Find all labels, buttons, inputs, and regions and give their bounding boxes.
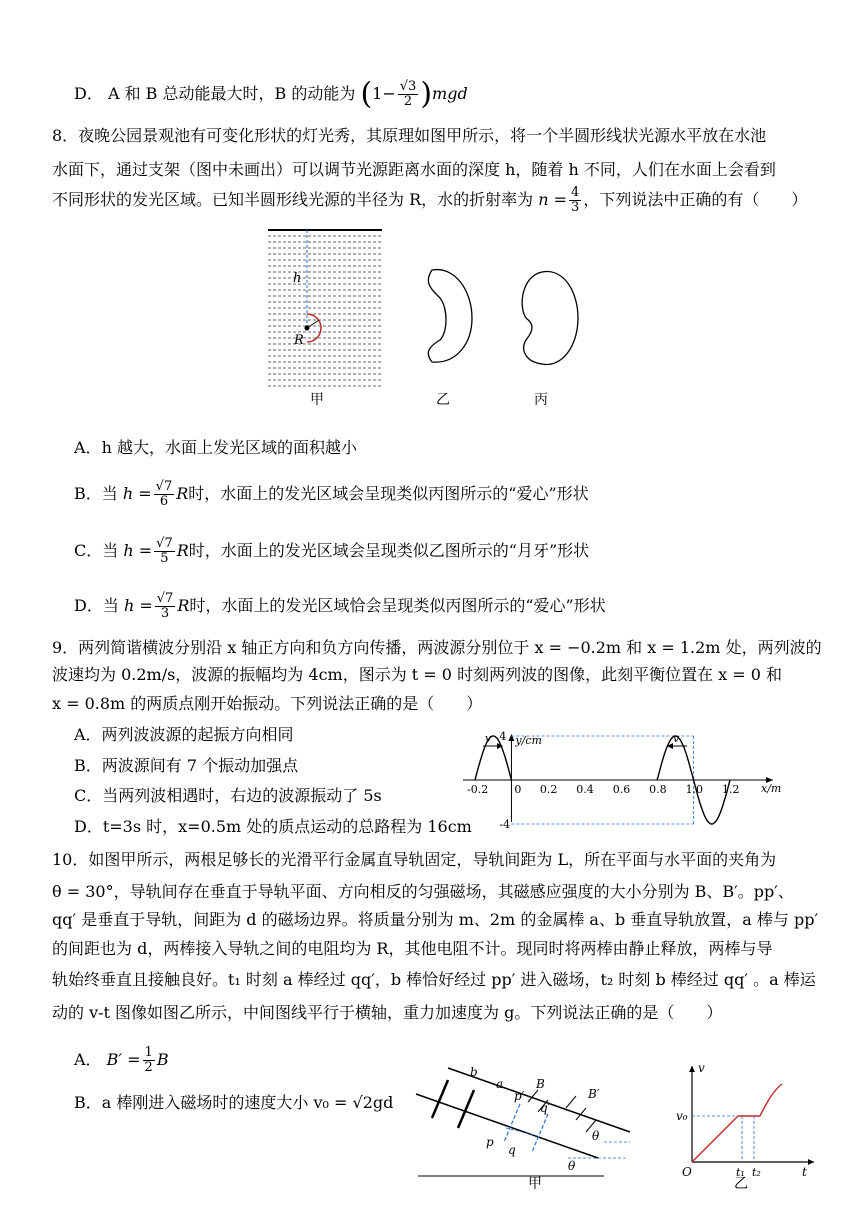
label-t2: t₂: [752, 1166, 761, 1178]
q8-d-r: R: [177, 596, 190, 615]
label-v0: v₀: [676, 1109, 688, 1123]
q9-option-d: D．t=3s 时，x=0.5m 处的质点运动的总路程为 16cm: [74, 817, 472, 836]
right-paren: ): [420, 76, 433, 112]
q10-rail-figure: [408, 1058, 648, 1188]
q9-option-b: B．两波源间有 7 个振动加强点: [74, 756, 299, 775]
x-tick-label: -0.2: [467, 783, 489, 796]
q7-d-unit: mgd: [432, 84, 468, 103]
left-paren: (: [360, 76, 373, 112]
q8-b-h: h =: [122, 484, 152, 503]
rod-b: [432, 1080, 448, 1118]
label-q-prime: q′: [540, 1101, 551, 1115]
q8-stem-line3: [52, 186, 807, 215]
q10-stem-line5: 轨始终垂直且接触良好。t₁ 时刻 a 棒经过 qq′，b 棒恰好经过 pp′ 进入磁场，t₂ 时刻 b 棒经过 qq′ 。a 棒运: [52, 970, 816, 989]
q10-a-fraction: [143, 1046, 155, 1075]
q10-option-b: B．a 棒刚进入磁场时的速度大小 v₀ = √2gd: [74, 1093, 394, 1112]
q8-c-fraction: [154, 537, 175, 566]
water-pool: [268, 230, 382, 386]
q8-b-r: R: [176, 484, 189, 503]
label-q: q: [508, 1143, 516, 1157]
q10-a-den: 2: [144, 1060, 153, 1075]
label-yi: 乙: [436, 392, 450, 408]
q10-stem-line3: qq′ 是垂直于导轨，间距为 d 的磁场边界。将质量分别为 m、2m 的金属棒 a、b 垂直导轨放置，a 棒与 pp′: [52, 910, 819, 929]
q8-d-fraction: [155, 592, 176, 621]
q8-option-c: [74, 537, 589, 566]
q10-stem-line2: θ = 30°，导轨间存在垂直于导轨平面、方向相反的匀强磁场，其磁感应强度的大小分别为 B、B′。pp′、: [52, 882, 794, 901]
x-tick-label: 0.8: [649, 783, 667, 796]
q10-vt-graph: [674, 1058, 824, 1178]
q8-stem-line2: 水面下，通过支架（图中未画出）可以调节光源距离水面的深度 h，随着 h 不同，人们在水面上会看到: [52, 160, 776, 179]
q7-option-d: [74, 76, 468, 112]
q10-fig-jia-label: 甲: [528, 1176, 542, 1192]
y-tick-label: 4: [499, 730, 507, 743]
q10-stem-line4: 的间距也为 d，两棒接入导轨之间的电阻均为 R，其他电阻不计。现同时将两棒由静止释放，两棒与导: [52, 939, 773, 958]
label-t1: t₁: [736, 1166, 745, 1178]
label-v-axis: v: [698, 1061, 705, 1075]
v-label-left: v: [485, 732, 492, 745]
q10-a-label: A．: [74, 1050, 102, 1069]
q8-n-fraction: [569, 186, 581, 215]
q8-c-label: C．: [74, 541, 103, 560]
q9-stem-line1: 9．两列简谐横波分别沿 x 轴正方向和负方向传播，两波源分别位于 x = −0.2m 和 x = 1.2m 处，两列波的: [52, 638, 822, 657]
label-B-prime: B′: [588, 1087, 600, 1101]
q7-d-den: 2: [403, 94, 413, 109]
h-label: h: [293, 271, 302, 286]
v-label-right: v: [673, 732, 680, 745]
q8-figure: [260, 222, 600, 412]
q9-stem-line2: 波速均为 0.2m/s，波源的振幅均为 4cm，图示为 t = 0 时刻两列波的图像，此刻平衡位置在 x = 0 和: [52, 665, 783, 684]
label-bing: 丙: [534, 392, 548, 408]
y-axis-label: y/cm: [515, 734, 542, 747]
q8-c-den: 5: [160, 551, 169, 566]
y-axis-arrow: [508, 734, 514, 741]
q8-c-text: 时，水面上的发光区域会呈现类似乙图所示的“月牙”形状: [188, 541, 590, 560]
q8-option-d: [74, 592, 606, 621]
q8-b-label: B．: [74, 484, 102, 503]
label-origin: O: [682, 1165, 692, 1178]
q8-d-pre: 当: [102, 596, 119, 615]
q8-d-text: 时，水面上的发光区域恰会呈现类似丙图所示的“爱心”形状: [189, 596, 606, 615]
q7-d-num: √3: [399, 79, 417, 94]
q8-c-h: h =: [123, 541, 153, 560]
q8-c-num: √7: [156, 536, 173, 551]
label-jia: 甲: [310, 392, 324, 408]
heart-shape: [522, 272, 578, 365]
q10-option-a: [74, 1046, 169, 1075]
q8-stem-line1: 8．夜晚公园景观池有可变化形状的灯光秀，其原理如图甲所示，将一个半圆形线状光源水平放在水池: [52, 126, 767, 145]
x-tick-label: 1.0: [685, 783, 704, 796]
q10-a-num: 1: [144, 1045, 153, 1060]
crescent-shape: [428, 270, 472, 363]
x-tick-label: 0.4: [576, 783, 594, 796]
q8-d-label: D．: [74, 596, 103, 615]
q8-option-a: [74, 438, 357, 458]
q9-option-a: A．两列波波源的起振方向相同: [74, 725, 294, 744]
vt-curve-segment: [760, 1084, 782, 1116]
q9-stem-line3: x = 0.8m 的两质点刚开始振动。下列说法正确的是（ ）: [52, 694, 483, 713]
q8-option-b: [74, 480, 589, 509]
label-p: p: [486, 1135, 494, 1149]
q7-d-label: D．: [74, 84, 103, 103]
x-tick-label: 0.6: [612, 783, 631, 796]
x-tick-label: 0: [514, 783, 522, 796]
r-label: R: [294, 333, 304, 348]
q10-a-pre: B′ =: [106, 1050, 141, 1069]
q10-a-post: B: [156, 1050, 169, 1069]
q8-c-pre: 当: [102, 541, 119, 560]
q8-b-pre: 当: [101, 484, 118, 503]
q8-b-den: 6: [159, 494, 169, 509]
field-arrows: [528, 1090, 596, 1132]
vt-rising-segment: [692, 1116, 738, 1162]
q8-stem3-tail: ，下列说法中正确的有（ ）: [583, 190, 808, 209]
label-b: b: [470, 1065, 478, 1079]
boundary-pp: [504, 1104, 520, 1142]
q10-stem-line6: 动的 v-t 图像如图乙所示，中间图线平行于横轴，重力加速度为 g。下列说法正确的是（ ）: [52, 1003, 723, 1022]
x-tick-label: 0.2: [539, 783, 558, 796]
q8-b-fraction: [154, 480, 175, 509]
q8-a-label: A．: [74, 438, 102, 457]
q8-n-label: n =: [538, 190, 568, 209]
q9-wave-chart: [455, 730, 795, 828]
q7-d-one: 1−: [372, 84, 396, 103]
y-tick-label: -4: [499, 818, 511, 828]
label-p-prime: p′: [514, 1089, 525, 1103]
x-tick-label: 1.2: [722, 783, 740, 796]
boundary-qq: [532, 1114, 548, 1152]
q8-d-h: h =: [123, 596, 153, 615]
q8-stem3-text: 不同形状的发光区域。已知半圆形线光源的半径为 R，水的折射率为: [52, 190, 534, 209]
q8-b-text: 时，水面上的发光区域会呈现类似丙图所示的“爱心”形状: [188, 484, 589, 503]
q8-n-den: 3: [571, 200, 580, 215]
q9-option-c: C．当两列波相遇时，右边的波源振动了 5s: [74, 786, 382, 805]
q8-n-num: 4: [571, 185, 580, 200]
q8-b-num: √7: [155, 479, 173, 494]
label-theta-bottom: θ: [568, 1159, 576, 1173]
label-a: a: [496, 1077, 504, 1091]
q7-d-text: A 和 B 总动能最大时，B 的动能为: [107, 84, 356, 103]
q8-a-text: h 越大，水面上发光区域的面积越小: [101, 438, 357, 457]
q8-d-den: 3: [160, 606, 170, 621]
q8-d-num: √7: [156, 591, 174, 606]
label-B: B: [536, 1077, 545, 1091]
label-t-axis: t: [802, 1165, 807, 1178]
q7-d-fraction: [398, 80, 419, 109]
x-axis-label: x/m: [761, 782, 782, 795]
label-theta-top: θ: [592, 1129, 600, 1143]
q8-c-r: R: [176, 541, 189, 560]
q10-fig-yi-label: 乙: [734, 1176, 748, 1192]
q10-stem-line1: 10．如图甲所示，两根足够长的光滑平行金属直导轨固定，导轨间距为 L，所在平面与水平面的夹角为: [52, 850, 777, 869]
